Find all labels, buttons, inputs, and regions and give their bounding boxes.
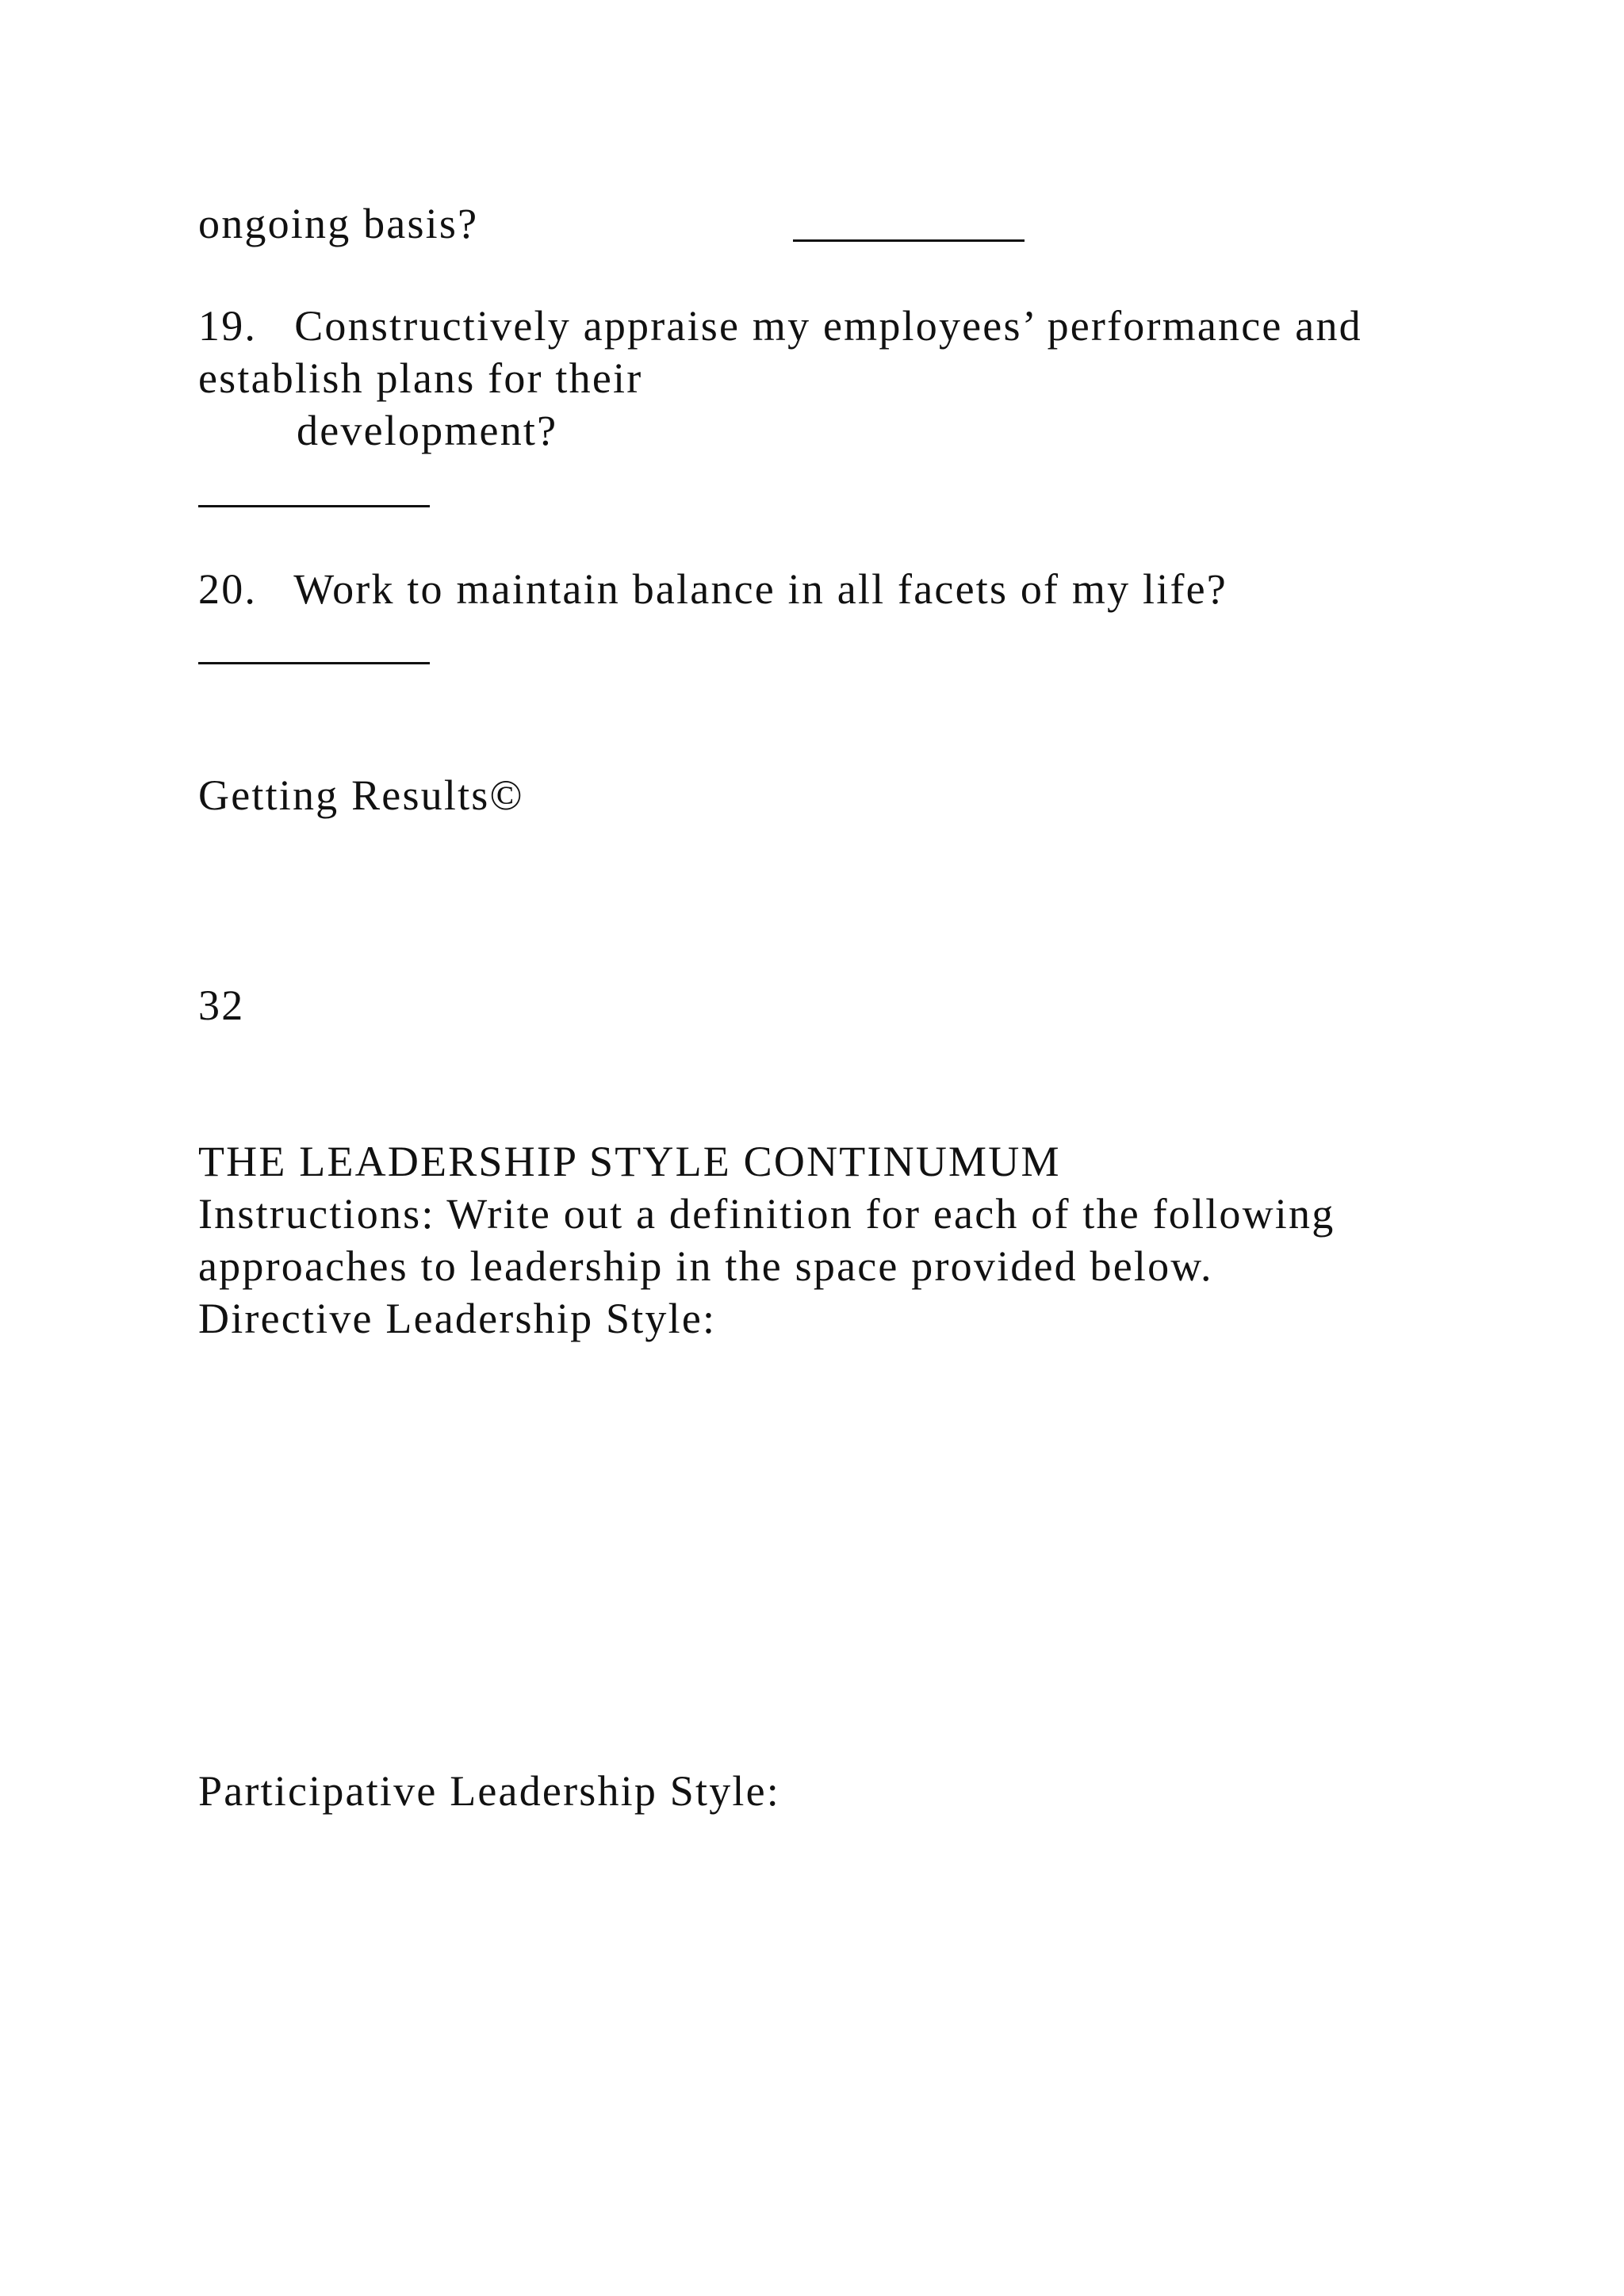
section-title: THE LEADERSHIP STYLE CONTINUMUM [198, 1138, 1061, 1185]
answer-blank-19[interactable] [198, 505, 430, 507]
instructions-line-1: Instructions: Write out a definition for each of the following [198, 1190, 1335, 1238]
question-19-continuation: establish plans for their [198, 354, 643, 402]
answer-blank-18[interactable] [793, 239, 1025, 242]
directive-style-label: Directive Leadership Style: [198, 1295, 717, 1342]
answer-blank-20[interactable] [198, 662, 430, 664]
page-number: 32 [198, 982, 245, 1029]
participative-style-label: Participative Leadership Style: [198, 1767, 780, 1815]
question-19-continuation-2: development? [297, 407, 558, 454]
footer-title: Getting Results© [198, 771, 524, 819]
question-20: 20. Work to maintain balance in all facets of my life? [198, 565, 1228, 613]
instructions-line-2: approaches to leadership in the space provided below. [198, 1242, 1213, 1290]
question-18-continuation: ongoing basis? [198, 200, 479, 247]
question-19: 19. Constructively appraise my employees’ performance and [198, 302, 1362, 350]
